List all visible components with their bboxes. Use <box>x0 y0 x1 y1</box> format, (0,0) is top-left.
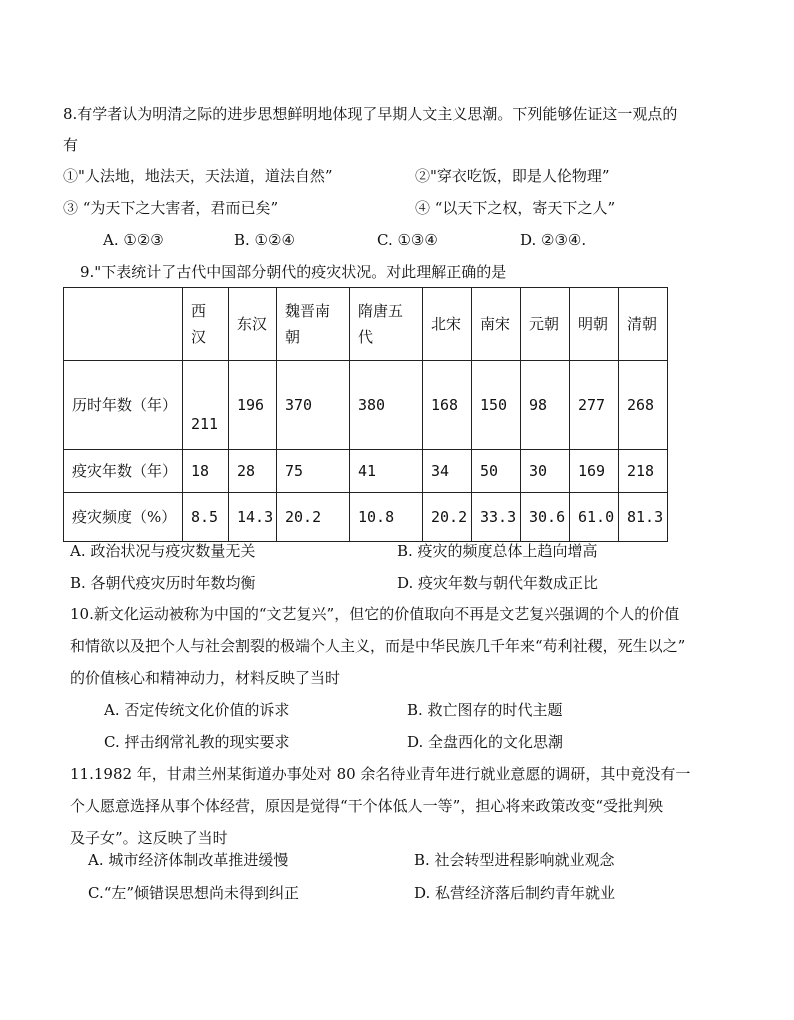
q9-stem: 9."下表统计了古代中国部分朝代的疫灾状况。对此理解正确的是 <box>80 263 507 281</box>
table-cell: 196 <box>229 361 277 450</box>
table-cell: 277 <box>570 361 619 450</box>
q8-option-b: B. ①②④ <box>234 231 295 249</box>
q10-stem-line3: 的价值核心和精神动力，材料反映了当时 <box>70 669 341 687</box>
header-text: 南宋 <box>480 315 511 333</box>
q10-stem-line1: 10.新文化运动被称为中国的“文艺复兴”，但它的价值取向不再是文艺复兴强调的个人的价值 <box>70 605 680 623</box>
q10-option-a: A. 否定传统文化价值的诉求 <box>104 701 290 719</box>
q8-statement-2: ②"穿衣吃饭，即是人伦物理” <box>415 167 610 185</box>
row-label: 历时年数（年） <box>64 361 183 450</box>
table-cell: 168 <box>423 361 472 450</box>
q9-option-b: B. 疫灾的频度总体上趋向增高 <box>397 542 598 560</box>
header-text: 东汉 <box>237 315 268 333</box>
header-text: 代 <box>358 328 374 346</box>
header-cell-beisong <box>423 288 472 361</box>
q8-statement-4: ④ “以天下之权，寄天下之人” <box>415 199 616 217</box>
header-text: 魏晋南 <box>285 302 331 320</box>
q8-statement-1: ①"人法地，地法天，天法道，道法自然” <box>63 167 333 185</box>
q9-option-d: D. 疫灾年数与朝代年数成正比 <box>397 574 599 592</box>
header-cell-qing <box>619 288 668 361</box>
table-row <box>64 361 668 450</box>
table-cell: 33.3 <box>472 493 521 542</box>
table-cell: 98 <box>521 361 570 450</box>
q10-stem-line2: 和情欲以及把个人与社会割裂的极端个人主义，而是中华民族几千年来“苟利社稷，死生以之” <box>70 637 686 655</box>
table-cell: 41 <box>350 450 423 493</box>
q8-stem-line2: 有 <box>63 136 79 154</box>
table-cell: 10.8 <box>350 493 423 542</box>
q8-statement-3: ③ “为天下之大害者，君而已矣” <box>63 199 279 217</box>
table-header-row <box>64 288 668 361</box>
table-row <box>64 450 668 493</box>
table-cell: 211 <box>183 361 229 450</box>
q9-option-a: A. 政治状况与疫灾数量无关 <box>70 542 256 560</box>
q10-option-d: D. 全盘西化的文化思潮 <box>407 733 564 751</box>
header-cell-ming <box>570 288 619 361</box>
header-cell-yuan <box>521 288 570 361</box>
q10-option-b: B. 救亡图存的时代主题 <box>407 701 563 719</box>
table-cell: 50 <box>472 450 521 493</box>
header-cell-xihan <box>183 288 229 361</box>
q11-option-b: B. 社会转型进程影响就业观念 <box>414 851 615 869</box>
table-cell: 218 <box>619 450 668 493</box>
table-cell: 380 <box>350 361 423 450</box>
row-label: 疫灾年数（年） <box>64 450 183 493</box>
q8-stem-line1: 8.有学者认为明清之际的进步思想鲜明地体现了早期人文主义思潮。下列能够佐证这一观点的 <box>63 105 678 123</box>
header-text: 明朝 <box>578 315 609 333</box>
table-cell: 370 <box>277 361 350 450</box>
table-cell: 150 <box>472 361 521 450</box>
q11-stem-line2: 个人愿意选择从事个体经营，原因是觉得“干个体低人一等”，担心将来政策改变“受批判殃 <box>70 797 664 815</box>
header-text: 西 <box>191 302 207 320</box>
header-text: 北宋 <box>431 315 462 333</box>
q11-option-d: D. 私营经济落后制约青年就业 <box>414 884 616 902</box>
table-cell: 34 <box>423 450 472 493</box>
header-cell-suitang <box>350 288 423 361</box>
q9-option-c: B. 各朝代疫灾历时年数均衡 <box>70 574 256 592</box>
table-cell: 18 <box>183 450 229 493</box>
row-label: 疫灾频度（%） <box>64 493 183 542</box>
q10-option-c: C. 抨击纲常礼教的现实要求 <box>104 733 290 751</box>
header-cell-blank <box>64 288 183 361</box>
table-cell: 61.0 <box>570 493 619 542</box>
table-cell: 20.2 <box>277 493 350 542</box>
epidemic-table <box>63 287 668 542</box>
table-row <box>64 493 668 542</box>
table-cell: 81.3 <box>619 493 668 542</box>
table-cell: 30 <box>521 450 570 493</box>
table-cell: 28 <box>229 450 277 493</box>
table-cell: 30.6 <box>521 493 570 542</box>
q11-stem-line1: 11.1982 年，甘肃兰州某街道办事处对 80 余名待业青年进行就业意愿的调研，其中竟没有一 <box>70 765 691 783</box>
q8-option-a: A. ①②③ <box>103 231 164 249</box>
header-text: 隋唐五 <box>358 302 404 320</box>
table-cell: 14.3 <box>229 493 277 542</box>
q8-option-d: D. ②③④. <box>520 231 587 249</box>
table-cell: 169 <box>570 450 619 493</box>
header-cell-nansong <box>472 288 521 361</box>
header-text: 汉 <box>191 328 207 346</box>
q11-stem-line3: 及子女”。这反映了当时 <box>70 829 228 847</box>
q11-option-c: C.“左”倾错误思想尚未得到纠正 <box>88 884 300 902</box>
header-text: 朝 <box>285 328 301 346</box>
q8-option-c: C. ①③④ <box>377 231 438 249</box>
header-cell-weijin <box>277 288 350 361</box>
header-text: 清朝 <box>627 315 658 333</box>
header-text: 元朝 <box>529 315 560 333</box>
table-cell: 20.2 <box>423 493 472 542</box>
q11-option-a: A. 城市经济体制改革推进缓慢 <box>88 851 289 869</box>
header-cell-donghan <box>229 288 277 361</box>
table-cell: 75 <box>277 450 350 493</box>
table-cell: 268 <box>619 361 668 450</box>
table-cell: 8.5 <box>183 493 229 542</box>
